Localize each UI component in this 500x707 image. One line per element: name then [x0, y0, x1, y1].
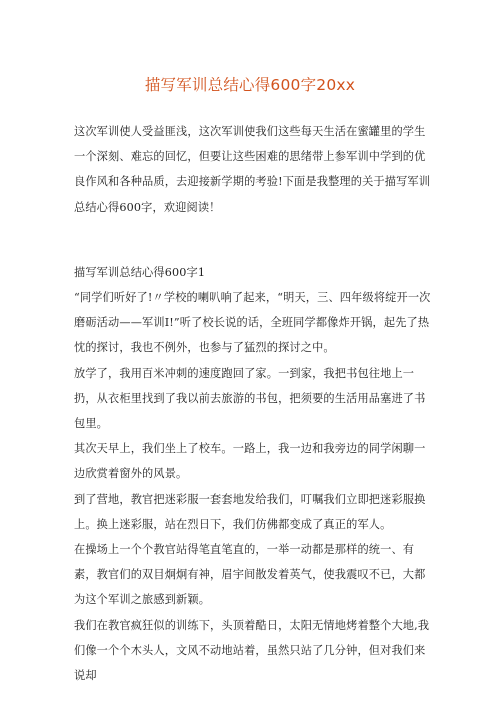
body-paragraph: 我们在教官疯狂似的训练下，头顶着酷日，太阳无情地烤着整个大地,我们像一个个木头人，文风不动地站着，虽然只站了几分钟，但对我们来说却 [74, 618, 430, 683]
body-paragraph: 到了营地，教官把迷彩服一套套地发给我们，叮嘱我们立即把迷彩服换上。换上迷彩服，站在烈日下，我们仿佛都变成了真正的军人。 [74, 492, 426, 531]
body-paragraph: 在操场上一个个教官站得笔直笔直的，一举一动都是那样的统一、有素，教官们的双目炯炯有神，眉宇间散发着英气，使我震叹不已，大都为这个军训之旅感到新颖。 [74, 543, 426, 607]
body-paragraph: “同学们听好了!〃学校的喇叭响了起来，“明天，三、四年级将绽开一次磨砺活动——军训I!”听了校长说的话，全班同学都像炸开锅，起先了热忱的探讨，我也不例外，也参与了猛烈的探讨之中。 [74, 291, 431, 355]
document-body [74, 119, 432, 688]
document-title: 描写军训总结心得600字20xx [144, 76, 356, 94]
intro-paragraph: 这次军训使人受益匪浅，这次军训使我们这些每天生活在蜜罐里的学生一个深刻、难忘的回忆，但要让这些困难的思绪带上参军训中学到的优良作风和各种品质，去迎接新学期的考验!下面是我整理的关于描写军训总结心得600字，欢迎阅读！ [74, 125, 431, 214]
section-heading: 描写军训总结心得600字1 [74, 265, 206, 279]
body-paragraph: 放学了，我用百米冲刺的速度跑回了家。一到家，我把书包往地上一扔，从衣柜里找到了我以前去旅游的书包，把须要的生活用品塞进了书包里。 [74, 366, 426, 431]
body-paragraph: 其次天早上，我们坐上了校车。一路上，我一边和我旁边的同学闲聊一边欣赏着窗外的风景。 [74, 442, 426, 481]
